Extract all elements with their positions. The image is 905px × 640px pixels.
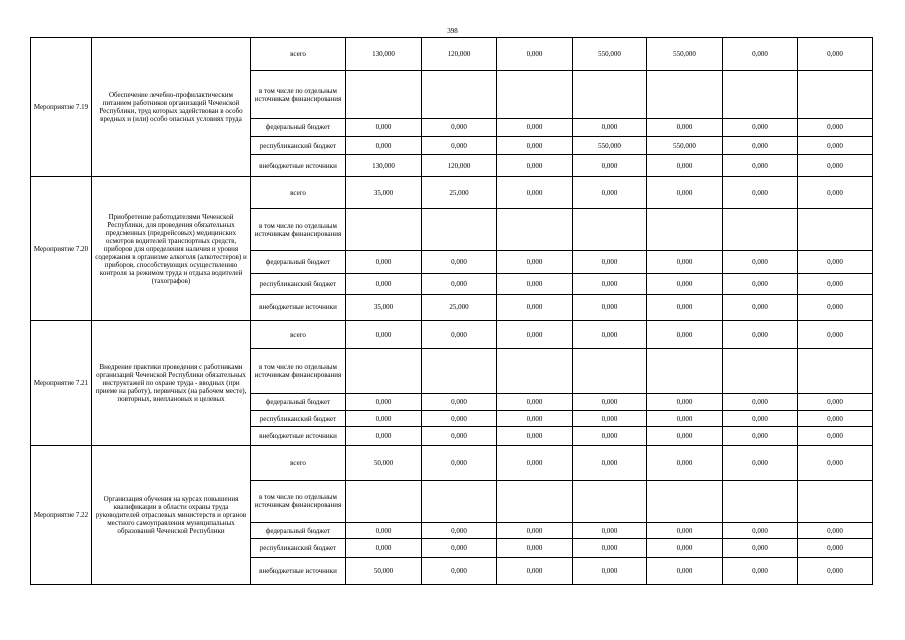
funding-source: в том числе по отдельным источникам финансирования [251, 71, 346, 119]
funding-value: 0,000 [422, 273, 497, 294]
funding-table [30, 37, 873, 585]
funding-value: 550,000 [647, 137, 723, 155]
funding-value [723, 480, 798, 522]
funding-value: 0,000 [647, 155, 723, 177]
funding-value [497, 349, 573, 393]
funding-value: 130,000 [346, 38, 422, 71]
funding-value [346, 208, 422, 250]
funding-value: 0,000 [798, 557, 873, 584]
funding-value: 0,000 [723, 410, 798, 426]
funding-value: 0,000 [573, 155, 647, 177]
funding-value: 0,000 [497, 410, 573, 426]
activity-description: Приобретение работодателями Чеченской Республики, для проведения обязательных предсменных (предрейсовых) медицинских осмотров водителей транспортных средств, приборов для определения наличия и уровня содержания в организме алкоголя (алкотестеров) и приборов, способствующих осуществлению контроля за режимом труда и отдыха водителей (тахографов) [92, 177, 251, 321]
funding-value: 0,000 [422, 251, 497, 273]
funding-value: 0,000 [723, 321, 798, 349]
funding-value: 0,000 [647, 294, 723, 320]
funding-source: внебюджетные источники [251, 557, 346, 584]
funding-value: 0,000 [497, 137, 573, 155]
funding-value: 0,000 [723, 523, 798, 539]
funding-value: 35,000 [346, 294, 422, 320]
funding-value: 0,000 [798, 523, 873, 539]
funding-value: 0,000 [497, 523, 573, 539]
funding-value: 0,000 [422, 321, 497, 349]
funding-value [573, 71, 647, 119]
funding-value: 0,000 [647, 321, 723, 349]
funding-value: 0,000 [497, 427, 573, 446]
funding-source: республиканский бюджет [251, 539, 346, 557]
funding-value: 0,000 [573, 539, 647, 557]
funding-value [422, 480, 497, 522]
funding-value: 0,000 [723, 118, 798, 136]
funding-value [647, 480, 723, 522]
funding-value: 0,000 [497, 118, 573, 136]
funding-value [798, 71, 873, 119]
funding-value: 0,000 [497, 38, 573, 71]
funding-value: 0,000 [723, 155, 798, 177]
funding-value: 0,000 [346, 118, 422, 136]
funding-value [497, 480, 573, 522]
funding-value: 0,000 [497, 393, 573, 410]
funding-source: всего [251, 38, 346, 71]
funding-value: 0,000 [573, 251, 647, 273]
activity-code: Мероприятие 7.20 [31, 177, 92, 321]
funding-value [422, 71, 497, 119]
funding-value: 550,000 [647, 38, 723, 71]
funding-value [723, 208, 798, 250]
funding-value: 0,000 [798, 137, 873, 155]
funding-value: 0,000 [723, 273, 798, 294]
funding-value: 0,000 [573, 523, 647, 539]
funding-source: внебюджетные источники [251, 155, 346, 177]
funding-value: 0,000 [798, 38, 873, 71]
funding-value: 0,000 [647, 393, 723, 410]
funding-value: 0,000 [497, 251, 573, 273]
funding-value: 25,000 [422, 177, 497, 208]
funding-source: внебюджетные источники [251, 294, 346, 320]
funding-value [647, 208, 723, 250]
funding-value: 0,000 [647, 446, 723, 480]
table-row [31, 321, 873, 349]
funding-value: 0,000 [346, 539, 422, 557]
funding-value: 0,000 [647, 118, 723, 136]
funding-value: 0,000 [497, 294, 573, 320]
funding-value: 0,000 [422, 410, 497, 426]
activity-code: Мероприятие 7.22 [31, 446, 92, 585]
funding-value: 0,000 [798, 321, 873, 349]
funding-value: 0,000 [723, 539, 798, 557]
funding-value: 0,000 [573, 393, 647, 410]
funding-value [798, 480, 873, 522]
funding-value: 0,000 [422, 393, 497, 410]
funding-value: 0,000 [647, 557, 723, 584]
funding-value: 0,000 [798, 251, 873, 273]
funding-value: 0,000 [573, 410, 647, 426]
funding-value: 0,000 [346, 137, 422, 155]
funding-value: 0,000 [573, 273, 647, 294]
funding-value: 0,000 [573, 177, 647, 208]
funding-source: федеральный бюджет [251, 393, 346, 410]
funding-value [723, 71, 798, 119]
funding-value: 0,000 [723, 137, 798, 155]
activity-description: Организация обучения на курсах повышения квалификации в области охраны труда руководителей отраслевых министерств и органов местного самоуправления муниципальных образований Чеченской Республики [92, 446, 251, 585]
funding-value: 0,000 [346, 251, 422, 273]
funding-source: всего [251, 446, 346, 480]
funding-value [497, 71, 573, 119]
funding-value: 0,000 [798, 410, 873, 426]
funding-value: 0,000 [647, 410, 723, 426]
funding-value: 0,000 [647, 523, 723, 539]
funding-value: 0,000 [647, 177, 723, 208]
funding-value: 0,000 [647, 427, 723, 446]
funding-value: 0,000 [346, 523, 422, 539]
funding-value [647, 71, 723, 119]
funding-value: 0,000 [497, 177, 573, 208]
funding-value: 25,000 [422, 294, 497, 320]
funding-value: 0,000 [497, 155, 573, 177]
funding-source: в том числе по отдельным источникам финансирования [251, 349, 346, 393]
funding-value: 0,000 [573, 321, 647, 349]
funding-value: 0,000 [497, 557, 573, 584]
funding-source: всего [251, 321, 346, 349]
funding-source: республиканский бюджет [251, 273, 346, 294]
funding-value [573, 208, 647, 250]
table-row [31, 446, 873, 480]
funding-value: 0,000 [647, 539, 723, 557]
funding-value [723, 349, 798, 393]
funding-value: 0,000 [798, 118, 873, 136]
funding-source: в том числе по отдельным источникам финансирования [251, 480, 346, 522]
funding-value: 0,000 [798, 177, 873, 208]
funding-value: 0,000 [422, 118, 497, 136]
funding-value: 0,000 [723, 557, 798, 584]
funding-value: 0,000 [723, 251, 798, 273]
funding-value: 120,000 [422, 38, 497, 71]
funding-source: федеральный бюджет [251, 523, 346, 539]
funding-value: 0,000 [422, 137, 497, 155]
funding-value: 0,000 [573, 294, 647, 320]
funding-value: 0,000 [422, 523, 497, 539]
funding-value: 0,000 [647, 273, 723, 294]
funding-value: 0,000 [422, 557, 497, 584]
funding-value: 0,000 [798, 446, 873, 480]
funding-value: 0,000 [798, 393, 873, 410]
funding-value: 0,000 [346, 427, 422, 446]
funding-value: 0,000 [422, 427, 497, 446]
funding-value: 0,000 [723, 177, 798, 208]
funding-value: 0,000 [798, 539, 873, 557]
funding-value [422, 208, 497, 250]
funding-value: 0,000 [346, 410, 422, 426]
funding-value [422, 349, 497, 393]
funding-value: 0,000 [573, 446, 647, 480]
funding-value: 0,000 [723, 294, 798, 320]
funding-source: республиканский бюджет [251, 410, 346, 426]
funding-value: 0,000 [497, 273, 573, 294]
funding-value [573, 349, 647, 393]
funding-value: 0,000 [573, 557, 647, 584]
funding-value [647, 349, 723, 393]
funding-source: федеральный бюджет [251, 118, 346, 136]
funding-source: федеральный бюджет [251, 251, 346, 273]
activity-description: Обеспечение лечебно-профилактическим питанием работников организаций Чеченской Республики, труд которых задействован в особо вредных и (или) особо опасных условиях труда [92, 38, 251, 177]
activity-code: Мероприятие 7.19 [31, 38, 92, 177]
funding-value: 50,000 [346, 446, 422, 480]
funding-value [346, 349, 422, 393]
funding-value: 0,000 [723, 38, 798, 71]
funding-value [346, 480, 422, 522]
funding-source: всего [251, 177, 346, 208]
funding-value: 0,000 [798, 155, 873, 177]
funding-value: 0,000 [798, 273, 873, 294]
funding-value: 0,000 [573, 427, 647, 446]
funding-value: 550,000 [573, 137, 647, 155]
funding-value: 35,000 [346, 177, 422, 208]
funding-value: 130,000 [346, 155, 422, 177]
funding-value: 0,000 [723, 446, 798, 480]
funding-value: 0,000 [723, 393, 798, 410]
funding-value [798, 208, 873, 250]
funding-source: республиканский бюджет [251, 137, 346, 155]
funding-value [346, 71, 422, 119]
funding-value [573, 480, 647, 522]
funding-value: 0,000 [346, 393, 422, 410]
funding-value: 0,000 [346, 273, 422, 294]
funding-value: 50,000 [346, 557, 422, 584]
table-row [31, 177, 873, 208]
activity-code: Мероприятие 7.21 [31, 321, 92, 446]
activity-description: Внедрение практики проведения с работниками организаций Чеченской Республики обязательных инструктажей по охране труда - вводных (при приеме на работу), первичных (на рабочем месте), повторных, внеплановых и целевых [92, 321, 251, 446]
funding-value: 0,000 [798, 294, 873, 320]
funding-value [497, 208, 573, 250]
funding-value: 0,000 [573, 118, 647, 136]
funding-value: 0,000 [422, 446, 497, 480]
funding-value: 550,000 [573, 38, 647, 71]
funding-value: 120,000 [422, 155, 497, 177]
funding-value: 0,000 [497, 539, 573, 557]
funding-value [798, 349, 873, 393]
funding-source: в том числе по отдельным источникам финансирования [251, 208, 346, 250]
funding-value: 0,000 [422, 539, 497, 557]
table-row [31, 38, 873, 71]
funding-value: 0,000 [647, 251, 723, 273]
funding-value: 0,000 [798, 427, 873, 446]
funding-source: внебюджетные источники [251, 427, 346, 446]
page-number: 398 [447, 27, 458, 35]
funding-value: 0,000 [497, 321, 573, 349]
funding-value: 0,000 [723, 427, 798, 446]
funding-value: 0,000 [346, 321, 422, 349]
funding-value: 0,000 [497, 446, 573, 480]
